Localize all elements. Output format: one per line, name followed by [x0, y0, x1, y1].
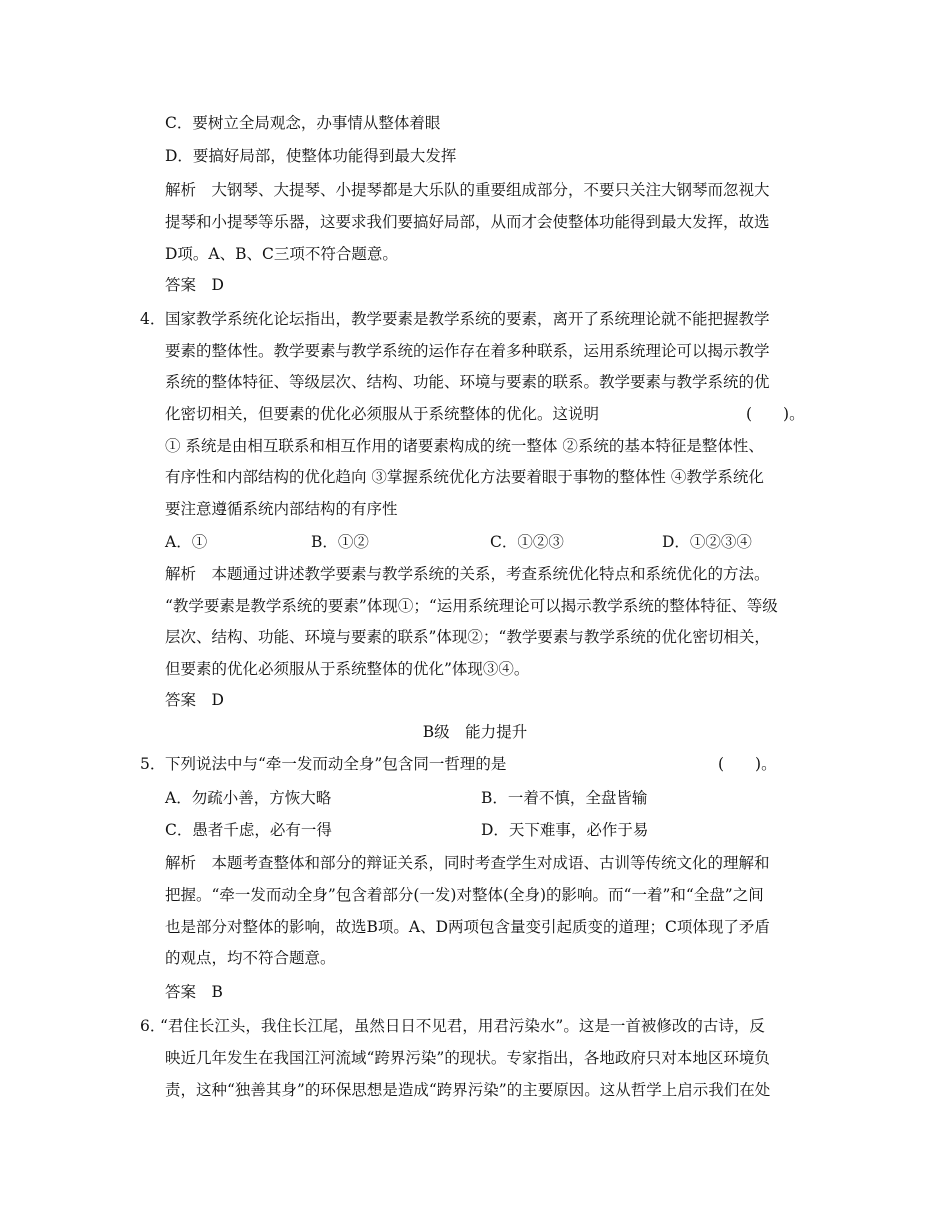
q4-stem-line-1: 国家教学系统化论坛指出，教学要素是教学系统的要素，离开了系统理论就不能把握教学 — [165, 310, 770, 328]
q5-answer: 答案 B — [165, 983, 223, 1001]
q5-option-a: A．勿疏小善，方恢大略 — [165, 789, 332, 807]
q5-option-d: D．天下难事，必作于易 — [481, 821, 649, 839]
q3-option-c: C．要树立全局观念，办事情从整体着眼 — [165, 114, 441, 132]
q4-option-c: C．①②③ — [490, 533, 564, 551]
q4-statement-line-3: 要注意遵循系统内部结构的有序性 — [165, 500, 398, 518]
q3-option-d: D．要搞好局部，使整体功能得到最大发挥 — [165, 147, 457, 165]
q5-analysis-line-1: 解析 本题考查整体和部分的辩证关系，同时考查学生对成语、古训等传统文化的理解和 — [165, 854, 770, 872]
q4-answer-blank: ( )。 — [746, 405, 805, 423]
q3-analysis-line-2: 提琴和小提琴等乐器，这要求我们要搞好局部，从而才会使整体功能得到最大发挥，故选 — [165, 213, 770, 231]
q3-answer: 答案 D — [165, 276, 224, 294]
q4-number: 4． — [140, 310, 166, 328]
section-heading: B级 能力提升 — [422, 723, 528, 741]
q5-stem: 下列说法中与“牵一发而动全身”包含同一哲理的是 — [165, 755, 507, 773]
q4-analysis-line-4: 但要素的优化必须服从于系统整体的优化”体现③④。 — [165, 660, 530, 678]
q4-analysis-line-3: 层次、结构、功能、环境与要素的联系”体现②；“教学要素与教学系统的优化密切相关， — [165, 628, 770, 646]
q6-stem-line-3: 责，这种“独善其身”的环保思想是造成“跨界污染”的主要原因。这从哲学上启示我们在处 — [165, 1081, 771, 1099]
q6-stem-line-2: 映近几年发生在我国江河流域“跨界污染”的现状。专家指出，各地政府只对本地区环境负 — [165, 1049, 770, 1067]
q5-answer-blank: ( )。 — [718, 755, 777, 773]
q5-number: 5． — [140, 755, 166, 773]
q4-stem-line-4: 化密切相关，但要素的优化必须服从于系统整体的优化。这说明 — [165, 405, 600, 423]
q4-answer: 答案 D — [165, 691, 224, 709]
q5-analysis-line-4: 的观点，均不符合题意。 — [165, 949, 336, 967]
q4-analysis-line-1: 解析 本题通过讲述教学要素与教学系统的关系，考查系统优化特点和系统优化的方法。 — [165, 565, 770, 583]
q4-option-b: B．①② — [311, 533, 369, 551]
q5-analysis-line-2: 把握。“牵一发而动全身”包含着部分(一发)对整体(全身)的影响。而“一着”和“全盘”之间 — [165, 886, 764, 904]
q4-statement-line-2: 有序性和内部结构的优化趋向 ③掌握系统优化方法要着眼于事物的整体性 ④教学系统化 — [165, 468, 764, 486]
q5-analysis-line-3: 也是部分对整体的影响，故选B项。A、D两项包含量变引起质变的道理；C项体现了矛盾 — [165, 918, 770, 936]
q6-stem-line-1: “君住长江头，我住长江尾，虽然日日不见君，用君污染水”。这是一首被修改的古诗，反 — [160, 1017, 765, 1035]
q4-stem-line-3: 系统的整体特征、等级层次、结构、功能、环境与要素的联系。教学要素与教学系统的优 — [165, 373, 770, 391]
q5-option-c: C．愚者千虑，必有一得 — [165, 821, 332, 839]
q4-option-a: A．① — [165, 533, 208, 551]
q4-option-d: D．①②③④ — [662, 533, 752, 551]
q5-option-b: B．一着不慎，全盘皆输 — [481, 789, 648, 807]
q6-number: 6． — [140, 1017, 166, 1035]
q3-analysis-line-3: D项。A、B、C三项不符合题意。 — [165, 245, 398, 263]
q4-statement-line-1: ① 系统是由相互联系和相互作用的诸要素构成的统一整体 ②系统的基本特征是整体性、 — [165, 437, 764, 455]
q3-analysis-line-1: 解析 大钢琴、大提琴、小提琴都是大乐队的重要组成部分，不要只关注大钢琴而忽视大 — [165, 181, 770, 199]
q4-analysis-line-2: “教学要素是教学系统的要素”体现①；“运用系统理论可以揭示教学系统的整体特征、等级 — [165, 597, 778, 615]
q4-stem-line-2: 要素的整体性。教学要素与教学系统的运作存在着多种联系，运用系统理论可以揭示教学 — [165, 342, 770, 360]
